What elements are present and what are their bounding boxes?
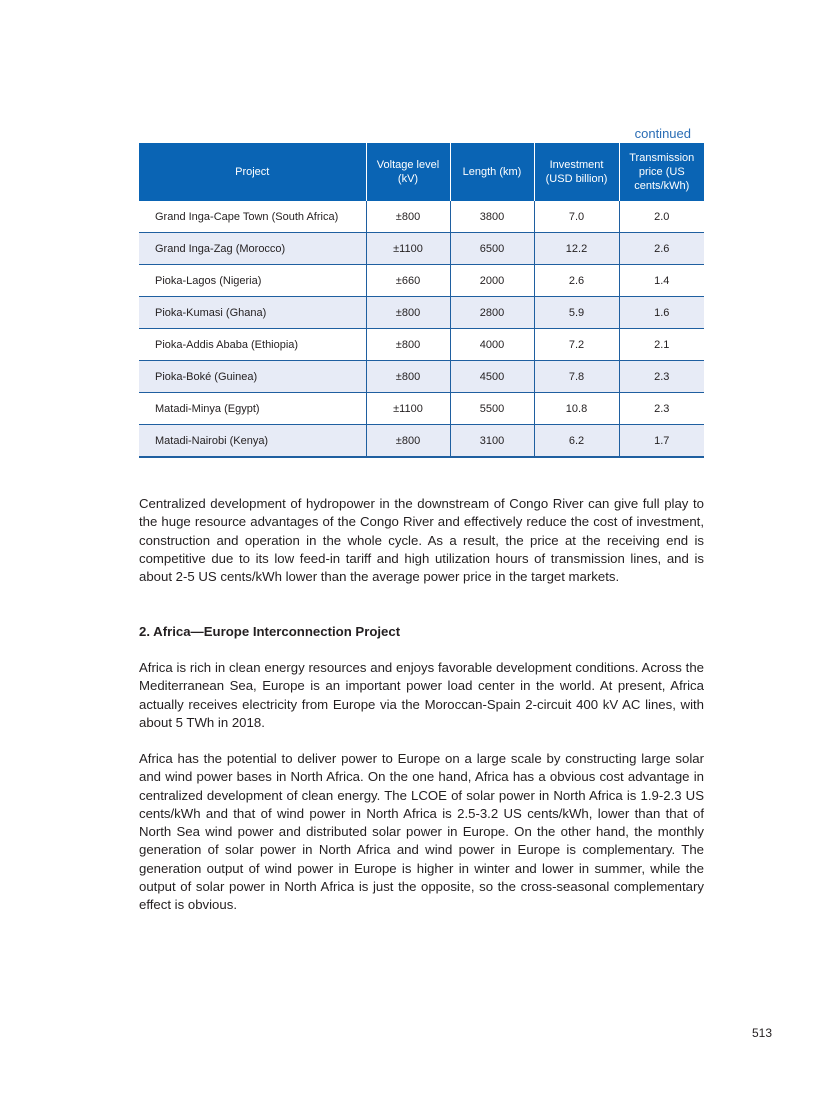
cell-price: 1.4 (619, 265, 704, 297)
table-row (139, 361, 704, 393)
table-header-row (139, 143, 704, 201)
table-row (139, 201, 704, 233)
cell-price: 1.6 (619, 297, 704, 329)
cell-project: Matadi-Minya (Egypt) (139, 393, 366, 425)
paragraph-africa-resources: Africa is rich in clean energy resources and enjoys favorable development conditions. Across the Mediterranean Sea, Europe is an important power load center in the world. At present, Africa actually receives electricity from Europe via the Moroccan-Spain 2-circuit 400 kV AC lines, with about 5 TWh in 2018. (139, 660, 704, 730)
continued-label: continued (634, 126, 691, 141)
cell-project: Pioka-Lagos (Nigeria) (139, 265, 366, 297)
table-row (139, 233, 704, 265)
cell-price: 2.0 (619, 201, 704, 233)
cell-length: 3100 (450, 425, 534, 458)
cell-project: Matadi-Nairobi (Kenya) (139, 425, 366, 458)
cell-investment: 5.9 (534, 297, 619, 329)
cell-voltage: ±1100 (366, 393, 450, 425)
cell-price: 1.7 (619, 425, 704, 458)
page-number: 513 (752, 1026, 773, 1040)
cell-length: 5500 (450, 393, 534, 425)
cell-voltage: ±1100 (366, 233, 450, 265)
cell-project: Pioka-Addis Ababa (Ethiopia) (139, 329, 366, 361)
cell-length: 4500 (450, 361, 534, 393)
cell-length: 2000 (450, 265, 534, 297)
table-row (139, 297, 704, 329)
cell-investment: 10.8 (534, 393, 619, 425)
cell-voltage: ±800 (366, 297, 450, 329)
cell-voltage: ±800 (366, 329, 450, 361)
cell-voltage: ±800 (366, 361, 450, 393)
table-row (139, 265, 704, 297)
paragraph-africa-europe-potential: Africa has the potential to deliver power to Europe on a large scale by constructing large solar and wind power bases in North Africa. On the one hand, Africa has a obvious cost advantage in centralized development of clean energy. The LCOE of solar power in North Africa is 1.9-2.3 US cents/kWh and that of wind power in North Africa is 2.5-3.2 US cents/kWh, lower than that of North Sea wind power and distributed solar power in Europe. On the other hand, the monthly generation of solar power in North Africa and wind power in Europe is complementary. The generation output of wind power in Europe is higher in winter and lower in summer, while the output of solar power in North Africa is just the opposite, so the cross-seasonal complementary effect is obvious. (139, 751, 704, 913)
header-length: Length (km) (450, 143, 534, 201)
cell-length: 3800 (450, 201, 534, 233)
cell-price: 2.1 (619, 329, 704, 361)
transmission-projects-table (139, 143, 704, 458)
cell-voltage: ±660 (366, 265, 450, 297)
cell-project: Grand Inga-Cape Town (South Africa) (155, 210, 339, 223)
header-project: Project (139, 143, 366, 201)
table-row (139, 329, 704, 361)
header-voltage: Voltage level (kV) (366, 143, 450, 201)
cell-project: Pioka-Kumasi (Ghana) (139, 297, 366, 329)
cell-investment: 7.8 (534, 361, 619, 393)
cell-length: 6500 (450, 233, 534, 265)
cell-price: 2.6 (619, 233, 704, 265)
cell-project: Grand Inga-Zag (Morocco) (139, 233, 366, 265)
cell-investment: 12.2 (534, 233, 619, 265)
paragraph-congo-hydropower: Centralized development of hydropower in the downstream of Congo River can give full play to the huge resource advantages of the Congo River and effectively reduce the cost of investment, construction and operation in the whole cycle. As a result, the price at the receiving end is competitive due to its low feed-in tariff and high utilization hours of transmission lines, and is about 2-5 US cents/kWh lower than the average power price in the target markets. (139, 496, 704, 585)
cell-investment: 2.6 (534, 265, 619, 297)
table-row (139, 425, 704, 458)
cell-investment: 6.2 (534, 425, 619, 458)
cell-length: 4000 (450, 329, 534, 361)
header-transmission-price: Transmission price (US cents/kWh) (619, 143, 704, 201)
section-heading: 2. Africa—Europe Interconnection Project (139, 624, 401, 639)
table-row (139, 393, 704, 425)
header-investment: Investment (USD billion) (534, 143, 619, 201)
cell-investment: 7.0 (534, 201, 619, 233)
cell-price: 2.3 (619, 393, 704, 425)
cell-length: 2800 (450, 297, 534, 329)
cell-investment: 7.2 (534, 329, 619, 361)
cell-price: 2.3 (619, 361, 704, 393)
cell-voltage: ±800 (366, 425, 450, 458)
cell-voltage: ±800 (366, 201, 450, 233)
cell-project: Pioka-Boké (Guinea) (139, 361, 366, 393)
